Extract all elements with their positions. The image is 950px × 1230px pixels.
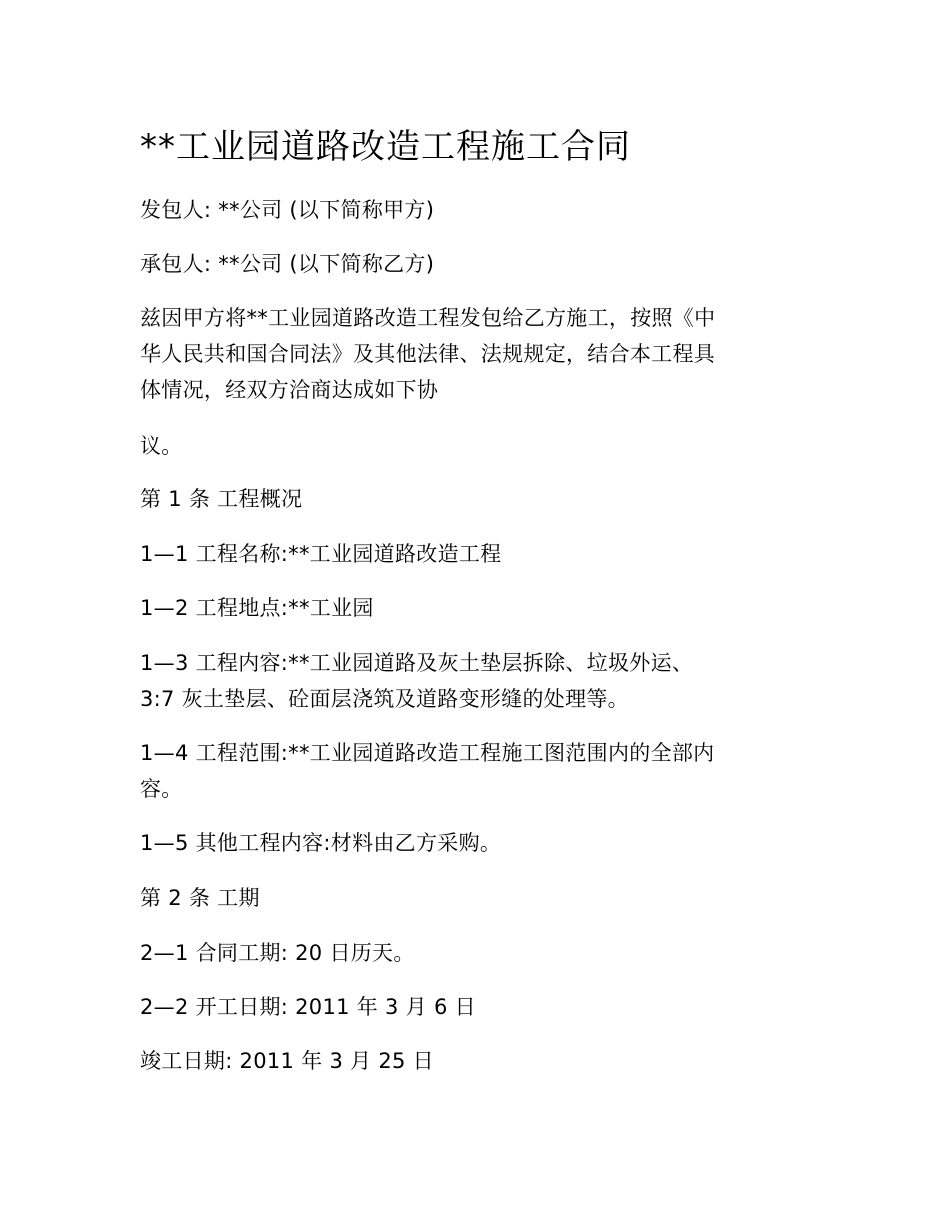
- article2-item1: 2—1 合同工期: 20 日历天。: [140, 941, 415, 965]
- article1-item4: [140, 735, 808, 807]
- employer-line: 发包人: **公司 (以下简称甲方): [140, 198, 435, 222]
- article1-item3-line: 3:7 灰土垫层、砼面层浇筑及道路变形缝的处理等。: [140, 687, 629, 711]
- article1-item4-line: 1—4 工程范围:**工业园道路改造工程施工图范围内的全部内: [140, 741, 715, 765]
- completion-date-line: 竣工日期: 2011 年 3 月 25 日: [140, 1049, 434, 1073]
- article2-heading: 第 2 条 工期: [140, 886, 260, 910]
- preamble-line: 华人民共和国合同法》及其他法律、法规规定，结合本工程具: [140, 342, 716, 366]
- preamble-end: 议。: [140, 434, 183, 458]
- article1-item4-line: 容。: [140, 777, 183, 801]
- preamble-paragraph: [140, 300, 808, 408]
- contractor-line: 承包人: **公司 (以下简称乙方): [140, 252, 435, 276]
- article2-item2: 2—2 开工日期: 2011 年 3 月 6 日: [140, 995, 476, 1019]
- article1-heading: 第 1 条 工程概况: [140, 487, 303, 511]
- preamble-line: 兹因甲方将**工业园道路改造工程发包给乙方施工，按照《中: [140, 306, 716, 330]
- article1-item1: 1—1 工程名称:**工业园道路改造工程: [140, 542, 502, 566]
- article1-item3-line: 1—3 工程内容:**工业园道路及灰土垫层拆除、垃圾外运、: [140, 651, 694, 675]
- article1-item2: 1—2 工程地点:**工业园: [140, 596, 374, 620]
- preamble-line: 体情况，经双方洽商达成如下协: [140, 378, 439, 402]
- contract-title: **工业园道路改造工程施工合同: [140, 127, 631, 167]
- article1-item3: [140, 645, 808, 717]
- article1-item5: 1—5 其他工程内容:材料由乙方采购。: [140, 831, 502, 855]
